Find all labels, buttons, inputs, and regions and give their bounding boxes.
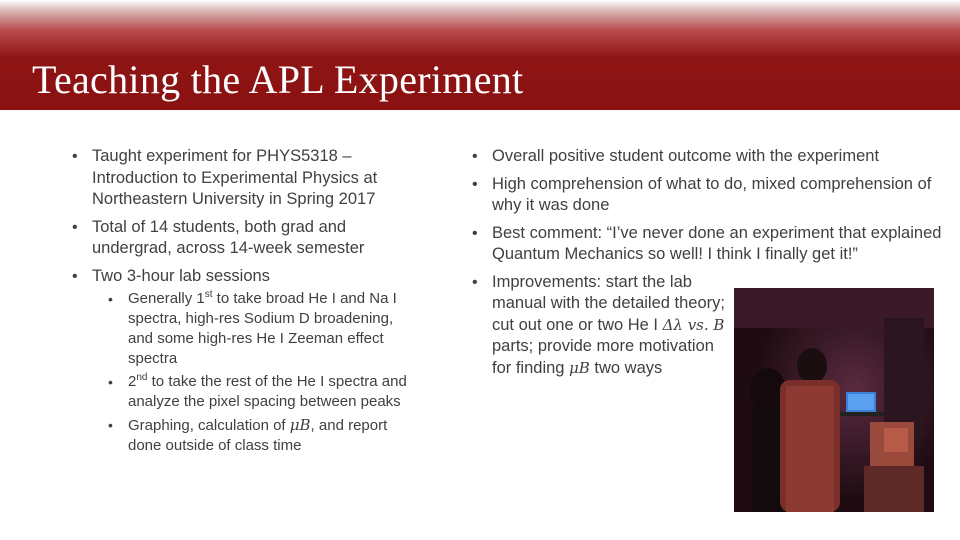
bullet-course <box>72 146 422 211</box>
bullet-comprehension <box>472 174 942 217</box>
sub-bullet-list <box>92 289 422 456</box>
bullet-comprehension-text: High comprehension of what to do, mixed comprehension of why it was done <box>492 174 932 214</box>
bullet-outcome-text: Overall positive student outcome with the experiment <box>492 147 880 165</box>
bullet-students-text: Total of 14 students, both grad and undergrad, across 14-week semester <box>92 217 365 257</box>
improvements-middle: parts; provide more motivation for finding <box>492 337 714 377</box>
sub3-after: , and report done outside of class time <box>128 417 388 454</box>
left-bullet-list <box>72 146 422 456</box>
sub1-after: to take broad He I and Na I spectra, high-res Sodium D broadening, and some high-res He I Zeeman effect spectra <box>128 290 397 367</box>
improvements-before: Improvements: start the lab manual with the detailed theory; cut out one or two He I <box>492 272 725 334</box>
bullet-lab-sessions-text: Two 3-hour lab sessions <box>92 266 270 285</box>
bullet-outcome <box>472 146 942 168</box>
sub2-before: 2 <box>128 373 137 390</box>
sub-bullet-graphing <box>92 415 422 456</box>
bullet-best-comment <box>472 223 942 266</box>
sub2-sup: nd <box>136 372 148 383</box>
bullet-improvements <box>472 272 728 380</box>
improvements-math1: Δλ vs. B <box>662 315 725 334</box>
bullet-students <box>72 217 422 260</box>
bullet-best-comment-text: Best comment: “I’ve never done an experiment that explained Quantum Mechanics so well! I think I finally get it!” <box>492 223 942 263</box>
bullet-course-text: Taught experiment for PHYS5318 – Introduction to Experimental Physics at Northeastern University in Spring 2017 <box>92 147 378 208</box>
sub3-math: μB <box>289 416 311 434</box>
sub-bullet-first-session <box>92 289 422 369</box>
sub2-after: to take the rest of the He I spectra and analyze the pixel spacing between peaks <box>128 373 407 410</box>
title-banner <box>0 0 960 110</box>
improvements-after: two ways <box>589 358 663 377</box>
classroom-photo-image <box>734 288 934 512</box>
classroom-photo <box>734 288 934 512</box>
slide-title: Teaching the APL Experiment <box>32 57 524 102</box>
bullet-lab-sessions <box>72 266 422 457</box>
sub-bullet-second-session <box>92 372 422 412</box>
sub1-before: Generally 1 <box>128 290 205 307</box>
left-column <box>72 146 422 462</box>
sub3-before: Graphing, calculation of <box>128 417 290 434</box>
improvements-math2: μB <box>569 358 590 377</box>
sub1-sup: st <box>204 289 213 300</box>
